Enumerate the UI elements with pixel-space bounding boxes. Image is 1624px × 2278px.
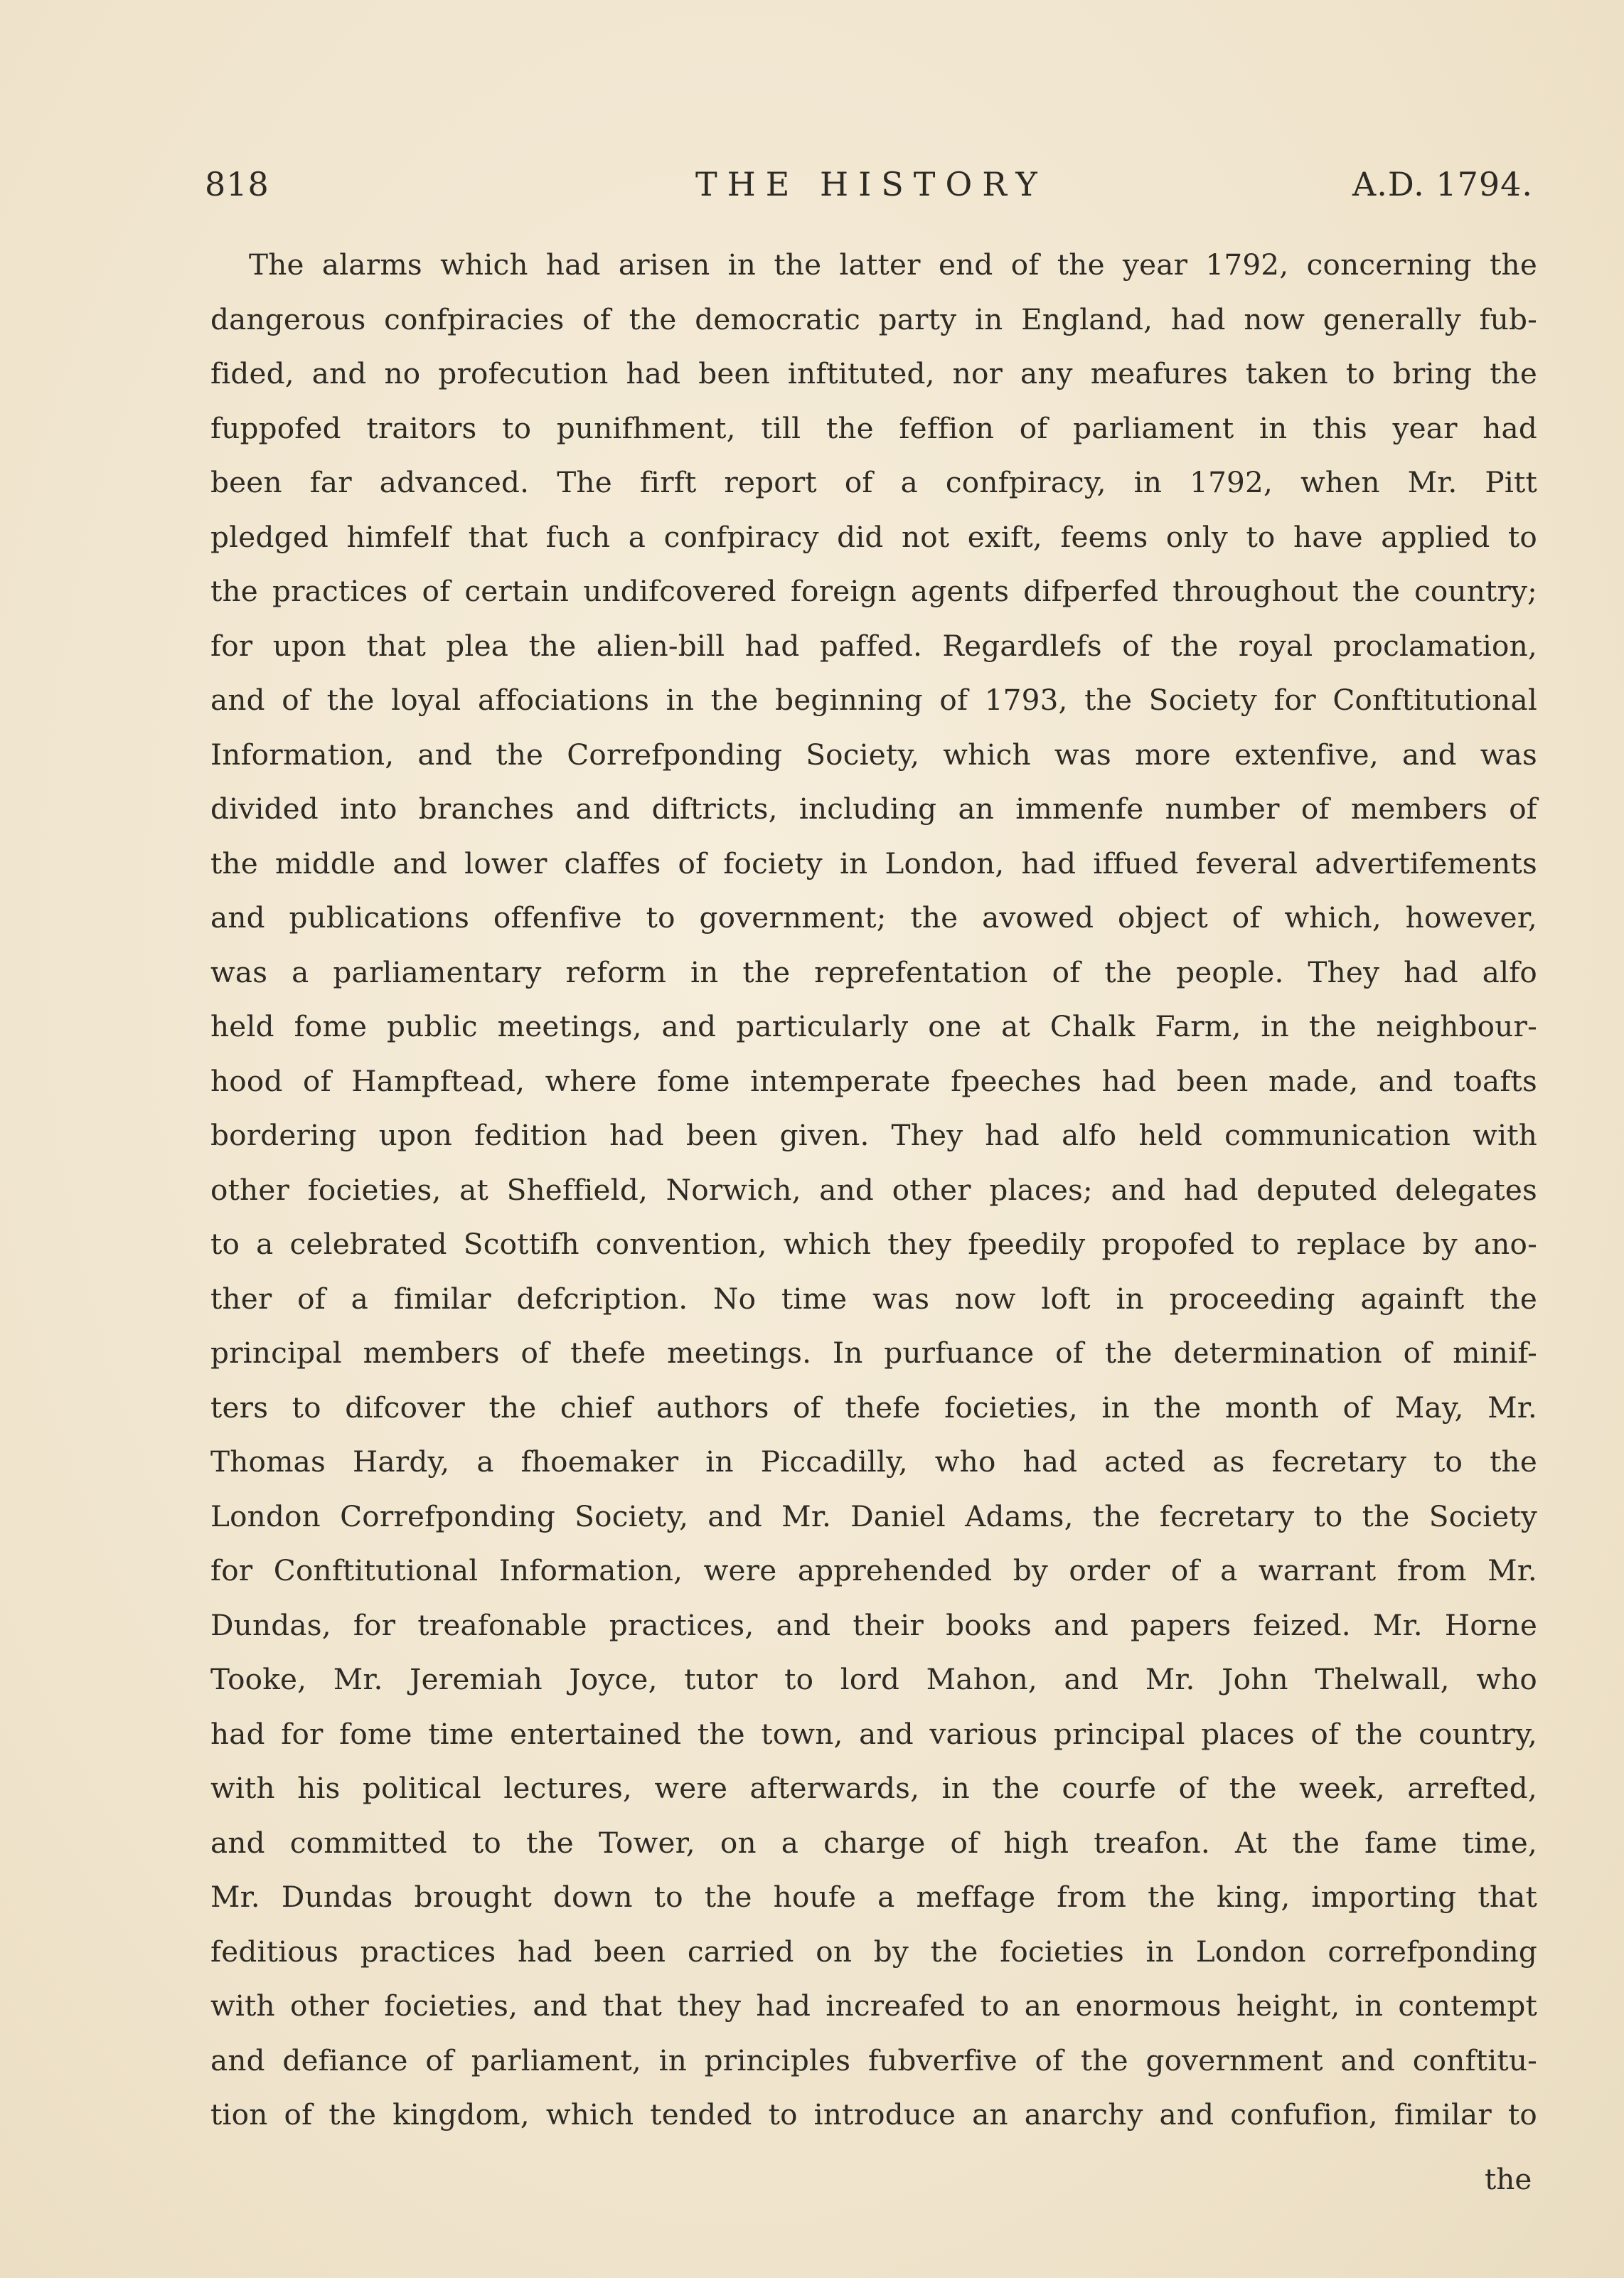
text-line: dangerous confpiracies of the democratic party in England, had now generally fub- [210, 302, 1537, 336]
text-line: and defiance of parliament, in principles fubverfive of the government and conftitu- [210, 2043, 1537, 2077]
text-line: Tooke, Mr. Jeremiah Joyce, tutor to lord Mahon, and Mr. John Thelwall, who [210, 1662, 1537, 1696]
text-line: with his political lectures, were afterwards, in the courfe of the week, arrefted, [210, 1771, 1537, 1805]
page-number: 818 [205, 165, 269, 203]
text-line: London Correfponding Society, and Mr. Daniel Adams, the fecretary to the Society [210, 1499, 1537, 1533]
text-line: feditious practices had been carried on by the focieties in London correfponding [210, 1934, 1537, 1969]
text-line: ther of a fimilar defcription. No time was now loft in proceeding againft the [210, 1281, 1537, 1316]
text-line: Dundas, for treafonable practices, and their books and papers feized. Mr. Horne [210, 1607, 1537, 1642]
running-title: THE HISTORY [695, 165, 1047, 203]
text-line: for Conftitutional Information, were apprehended by order of a warrant from Mr. [210, 1553, 1537, 1587]
text-line: and of the loyal affociations in the beginning of 1793, the Society for Conftitutional [210, 683, 1537, 717]
text-line: Thomas Hardy, a fhoemaker in Piccadilly, who had acted as fecretary to the [210, 1444, 1537, 1479]
text-line: ters to difcover the chief authors of thefe focieties, in the month of May, Mr. [210, 1390, 1537, 1425]
text-line: pledged himfelf that fuch a confpiracy did not exift, feems only to have applied to [210, 519, 1537, 554]
text-line: hood of Hampftead, where fome intemperate fpeeches had been made, and toafts [210, 1063, 1537, 1098]
text-line: fuppofed traitors to punifhment, till the feffion of parliament in this year had [210, 410, 1537, 445]
text-line: to a celebrated Scottifh convention, which they fpeedily propofed to replace by ano- [210, 1227, 1537, 1261]
text-line: bordering upon fedition had been given. They had alfo held communication with [210, 1118, 1537, 1152]
text-line: Information, and the Correfponding Society, which was more extenfive, and was [210, 737, 1537, 772]
body-text [210, 238, 1537, 2142]
text-line: divided into branches and diftricts, including an immenfe number of members of [210, 792, 1537, 826]
text-line: been far advanced. The firft report of a confpiracy, in 1792, when Mr. Pitt [210, 465, 1537, 499]
text-line: had for fome time entertained the town, and various principal places of the country, [210, 1716, 1537, 1751]
text-line: the practices of certain undifcovered foreign agents difperfed throughout the country; [210, 574, 1537, 608]
text-line: was a parliamentary reform in the reprefentation of the people. They had alfo [210, 954, 1537, 989]
text-line: other focieties, at Sheffield, Norwich, and other places; and had deputed delegates [210, 1172, 1537, 1207]
text-line: held fome public meetings, and particularly one at Chalk Farm, in the neighbour- [210, 1009, 1537, 1043]
text-line: The alarms which had arisen in the latter end of the year 1792, concerning the [249, 248, 1537, 282]
running-date: A.D. 1794. [1352, 165, 1533, 203]
catchword: the [1485, 2162, 1532, 2196]
text-line: for upon that plea the alien-bill had paffed. Regardlefs of the royal proclamation, [210, 628, 1537, 663]
text-line: and publications offenfive to government; the avowed object of which, however, [210, 900, 1537, 935]
text-line: and committed to the Tower, on a charge of high treafon. At the fame time, [210, 1825, 1537, 1860]
text-line: with other focieties, and that they had increafed to an enormous height, in contempt [210, 1989, 1537, 2023]
text-line: the middle and lower claffes of fociety in London, had iffued feveral advertifements [210, 846, 1537, 880]
text-line: fided, and no profecution had been inftituted, nor any meafures taken to bring the [210, 356, 1537, 390]
text-line: tion of the kingdom, which tended to introduce an anarchy and confufion, fimilar to [210, 2097, 1537, 2131]
text-line: principal members of thefe meetings. In purfuance of the determination of minif- [210, 1336, 1537, 1370]
page-header [205, 165, 1542, 215]
text-line: Mr. Dundas brought down to the houfe a meffage from the king, importing that [210, 1880, 1537, 1914]
